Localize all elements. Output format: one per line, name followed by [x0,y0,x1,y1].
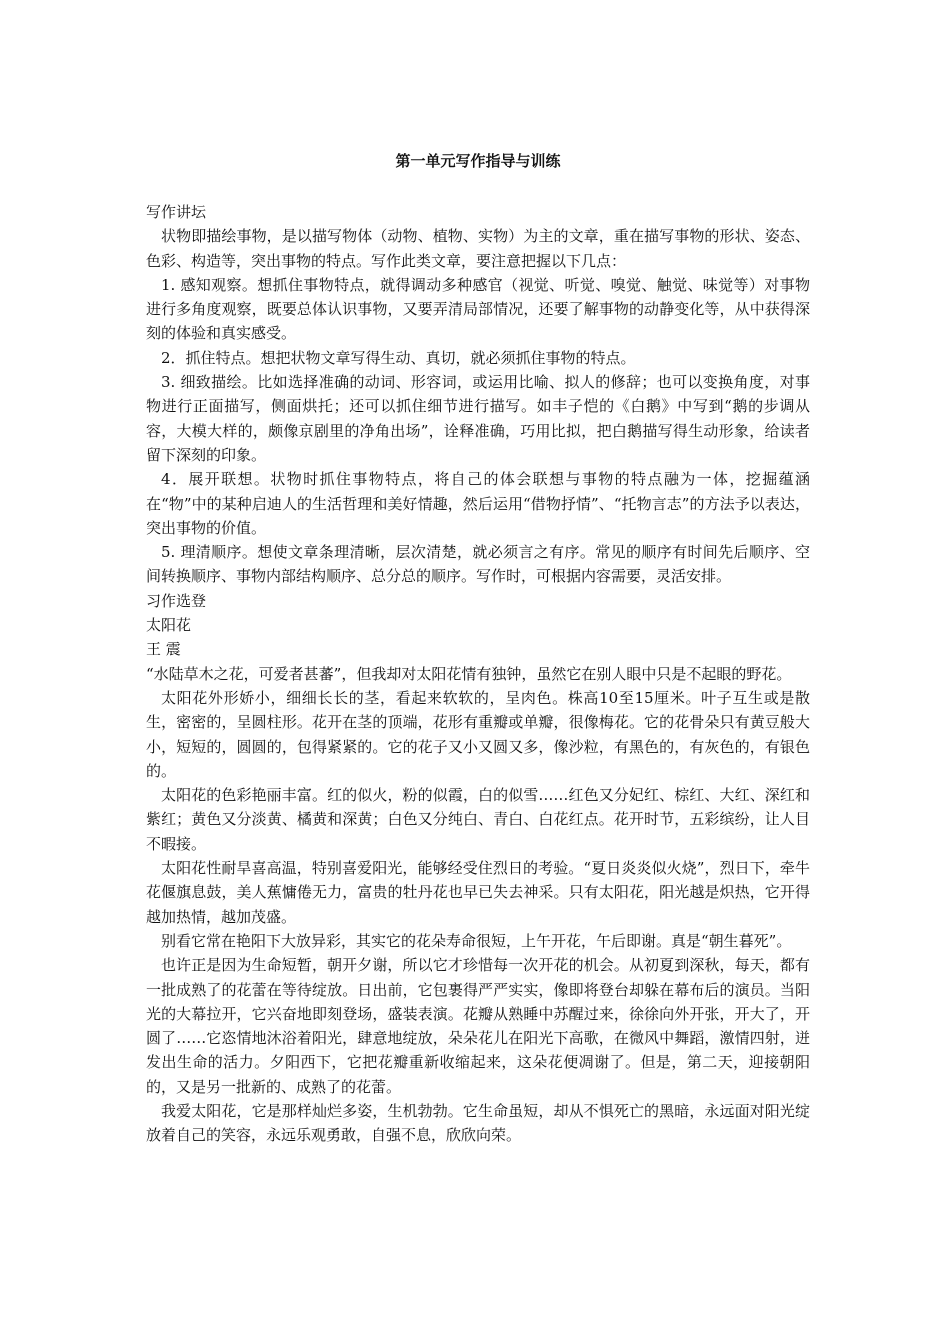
paragraph: 5. 理清顺序。想使文章条理清晰，层次清楚，就必须言之有序。常见的顺序有时间先后顺序、空间转换顺序、事物内部结构顺序、总分总的顺序。写作时，可根据内容需要，灵活安排。 [146,543,810,586]
paragraph: 太阳花的色彩艳丽丰富。红的似火，粉的似霞，白的似雪……红色又分妃红、棕红、大红、深红和紫红；黄色又分淡黄、橘黄和深黄；白色又分纯白、青白、白花红点。花开时节，五彩缤纷，让人目不暇接。 [146,786,810,853]
paragraph: 1. 感知观察。想抓住事物特点，就得调动多种感官（视觉、听觉、嗅觉、触觉、味觉等）对事物进行多角度观察，既要总体认识事物，又要弄清局部情况，还要了解事物的动静变化等，从中获得深刻的体验和真实感受。 [146,275,810,343]
paragraph: 习作选登 [146,591,207,610]
paragraph: 王 震 [146,640,181,659]
paragraph: 也许正是因为生命短暂，朝开夕谢，所以它才珍惜每一次开花的机会。从初夏到深秋，每天，都有一批成熟了的花蕾在等待绽放。日出前，它包裹得严严实实，像即将登台却躲在幕布后的演员。当阳光的大幕拉开，它兴奋地即刻登场，盛装表演。花瓣从熟睡中苏醒过来，徐徐向外开张，开大了，开圆了……它恣情地沐浴着阳光，肆意地绽放，朵朵花儿在阳光下高歌，在微风中舞蹈，激情四射，迸发出生命的活力。夕阳西下，它把花瓣重新收缩起来，这朵花便凋谢了。但是，第二天，迎接朝阳的，又是另一批新的、成熟了的花蕾。 [146,956,810,1096]
paragraph: 别看它常在艳阳下大放异彩，其实它的花朵寿命很短，上午开花，午后即谢。真是“朝生暮死”。 [161,931,792,950]
document-body [146,200,810,1148]
paragraph: 太阳花 [146,616,192,635]
document-title: 第一单元写作指导与训练 [395,152,561,170]
paragraph: 状物即描绘事物，是以描写物体（动物、植物、实物）为主的文章，重在描写事物的形状、姿态、色彩、构造等，突出事物的特点。写作此类文章，要注意把握以下几点： [146,227,810,270]
paragraph: 4．展开联想。状物时抓住事物特点，将自己的体会联想与事物的特点融为一体，挖掘蕴涵在“物”中的某种启迪人的生活哲理和美好情趣，然后运用“借物抒情”、“托物言志”的方法予以表达，突出事物的价值。 [146,470,810,537]
paragraph: 太阳花外形娇小，细细长长的茎，看起来软软的，呈肉色。株高10至15厘米。叶子互生或是散生，密密的，呈圆柱形。花开在茎的顶端，花形有重瓣或单瓣，很像梅花。它的花骨朵只有黄豆般大小，短短的，圆圆的，包得紧紧的。它的花子又小又圆又多，像沙粒，有黑色的，有灰色的，有银色的。 [146,688,810,780]
paragraph: 写作讲坛 [146,203,207,221]
paragraph: “水陆草木之花，可爱者甚蕃”，但我却对太阳花情有独钟，虽然它在别人眼中只是不起眼的野花。 [146,664,792,683]
paragraph: 我爱太阳花，它是那样灿烂多姿，生机勃勃。它生命虽短，却从不惧死亡的黑暗，永远面对阳光绽放着自己的笑容，永远乐观勇敢，自强不息，欣欣向荣。 [146,1101,810,1145]
paragraph: 3. 细致描绘。比如选择准确的动词、形容词，或运用比喻、拟人的修辞；也可以变换角度，对事物进行正面描写，侧面烘托；还可以抓住细节进行描写。如丰子恺的《白鹅》中写到“鹅的步调从容，大模大样的，颇像京剧里的净角出场”，诠释准确，巧用比拟，把白鹅描写得生动形象，给读者留下深刻的印象。 [146,373,810,464]
paragraph: 2．抓住特点。想把状物文章写得生动、真切，就必须抓住事物的特点。 [161,348,636,367]
paragraph: 太阳花性耐旱喜高温，特别喜爱阳光，能够经受住烈日的考验。“夏日炎炎似火烧”，烈日下，牵牛花偃旗息鼓，美人蕉慵倦无力，富贵的牡丹花也早已失去神采。只有太阳花，阳光越是炽热，它开得越加热情，越加茂盛。 [146,859,810,926]
